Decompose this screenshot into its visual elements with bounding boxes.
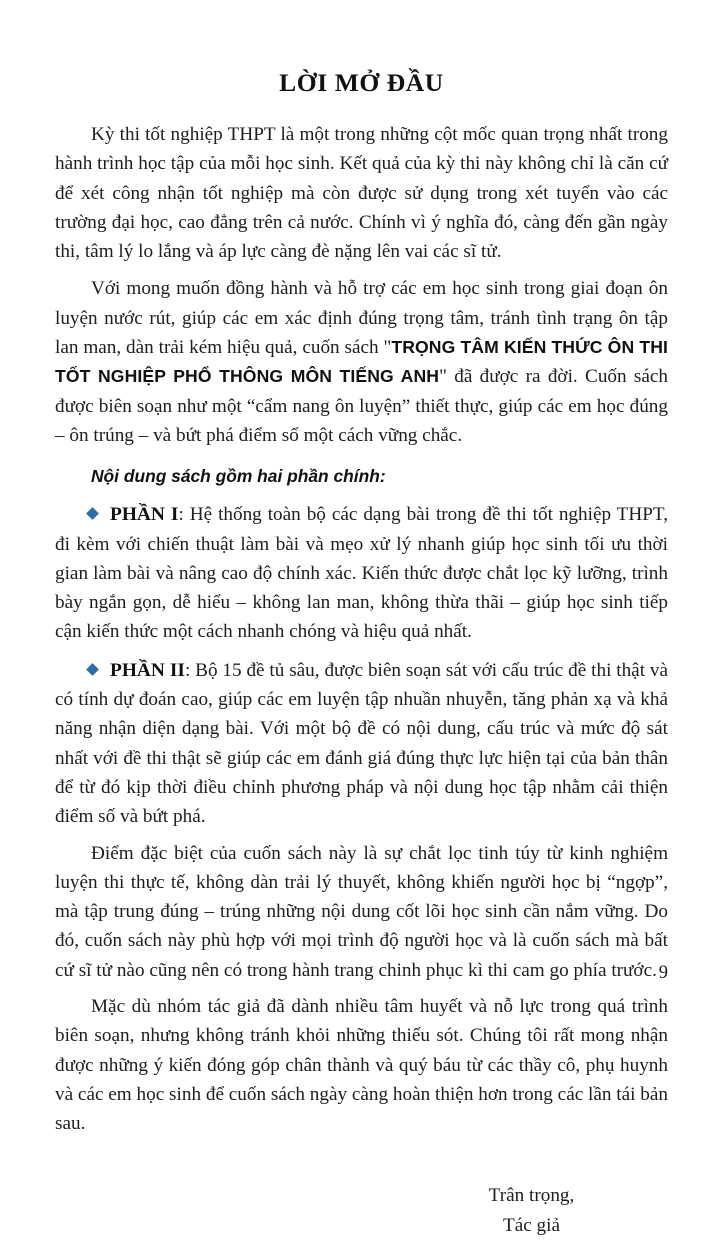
paragraph-special-feature: Điểm đặc biệt của cuốn sách này là sự chắt lọc tinh túy từ kinh nghiệm luyện thi thực tế, không dàn trải lý thuyết, không khiến người học bị “ngợp”, mà tập trung đúng – trúng những nội dung cốt lõi học sinh cần nắm vững. Do đó, cuốn sách này phù hợp với mọi trình độ người học và là cuốn sách mà bất cứ sĩ tử nào cũng nên có trong hành trang chinh phục kì thi cam go phía trước. bbox=[55, 842, 668, 981]
closing-signature bbox=[55, 1181, 668, 1241]
paragraph-book-introduction bbox=[55, 274, 668, 450]
part-two-text: : Bộ 15 đề tủ sâu, được biên soạn sát với cấu trúc đề thi thật và có tính dự đoán cao, giúp các em luyện tập nhuần nhuyễn, tăng phản xạ và khả năng nhận diện dạng bài. Với một bộ đề có nội dung, cấu trúc và mức độ sát nhất với đề thi thật sẽ giúp các em đánh giá đúng thực lực hiện tại của bản thân để từ đó kịp thời điều chỉnh phương pháp và nội dung học tập nhằm cải thiện điểm số và bứt phá. bbox=[55, 659, 669, 828]
paragraph-book-introduction-after: " đã được ra đời. Cuốn sách được biên soạn như một “cẩm nang ôn luyện” thiết thực, giúp các em học đúng – ôn trúng – và bứt phá điểm số một cách vững chắc. bbox=[55, 366, 669, 446]
paragraph-acknowledgement: Mặc dù nhóm tác giả đã dành nhiều tâm huyết và nỗ lực trong quá trình biên soạn, nhưng không tránh khỏi những thiếu sót. Chúng tôi rất mong nhận được những ý kiến đóng góp chân thành và quý báu từ các thầy cô, phụ huynh và các em học sinh để cuốn sách ngày càng hoàn thiện hơn trong các lần tái bản sau. bbox=[55, 996, 668, 1135]
book-title-emphasis: TRỌNG TÂM KIẾN THỨC ÔN THI TỐT NGHIỆP PHỔ THÔNG MÔN TIẾNG ANH bbox=[55, 337, 668, 387]
page-title: LỜI MỞ ĐẦU bbox=[279, 68, 444, 97]
part-two-paragraph bbox=[55, 656, 668, 832]
paragraph-intro: Kỳ thi tốt nghiệp THPT là một trong những cột mốc quan trọng nhất trong hành trình học tập của mỗi học sinh. Kết quả của kỳ thi này không chỉ là căn cứ để xét công nhận tốt nghiệp mà còn được sử dụng trong xét tuyển vào các trường đại học, cao đẳng trên cả nước. Chính vì ý nghĩa đó, càng đến gần ngày thi, tâm lý lo lắng và áp lực càng đè nặng lên vai các sĩ tử. bbox=[55, 124, 668, 263]
page-number: 9 bbox=[658, 963, 668, 983]
closing-regards: Trân trọng, bbox=[488, 1184, 575, 1206]
closing-author: Tác giả bbox=[503, 1214, 560, 1236]
diamond-bullet-icon bbox=[86, 663, 99, 676]
section-lead-heading: Nội dung sách gồm hai phần chính: bbox=[91, 466, 386, 487]
part-one-paragraph bbox=[55, 500, 668, 646]
part-one-label: PHẦN I bbox=[110, 504, 179, 526]
part-two-label: PHẦN II bbox=[110, 659, 185, 681]
page-content bbox=[55, 0, 668, 1241]
paragraph-book-introduction-before: Với mong muốn đồng hành và hỗ trợ các em học sinh trong giai đoạn ôn luyện nước rút, giúp các em xác định đúng trọng tâm, tránh tình trạng ôn tập lan man, dàn trải kém hiệu quả, cuốn sách " bbox=[55, 278, 668, 359]
part-one-text: : Hệ thống toàn bộ các dạng bài trong đề thi tốt nghiệp THPT, đi kèm với chiến thuật làm bài và mẹo xử lý nhanh giúp học sinh tối ưu thời gian làm bài và nâng cao độ chính xác. Kiến thức được chắt lọc kỹ lưỡng, trình bày ngắn gọn, dễ hiểu – không lan man, không thừa thãi – giúp học sinh tiếp cận kiến thức một cách nhanh chóng và hiệu quả nhất. bbox=[55, 504, 669, 643]
diamond-bullet-icon bbox=[86, 507, 99, 520]
